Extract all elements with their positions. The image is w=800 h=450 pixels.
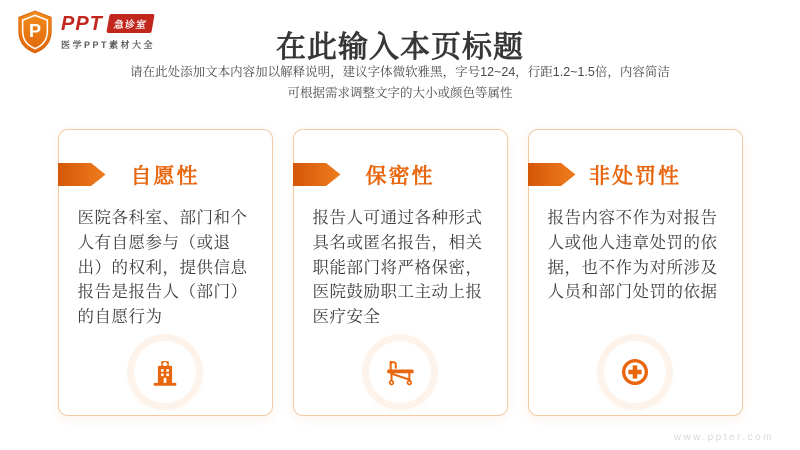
hospital-building-icon bbox=[134, 341, 196, 403]
watermark: www.ppter.com bbox=[673, 432, 774, 443]
card-body-text: 医院各科室、部门和个人有自愿参与（或退出）的权利，提供信息报告是报告人（部门）的自愿行为 bbox=[77, 209, 248, 326]
medical-cross-circle-icon bbox=[604, 341, 666, 403]
card-title: 自愿性 bbox=[130, 165, 200, 188]
page-subtitle-line2: 可根据需求调整文字的大小或颜色等属性 bbox=[287, 86, 513, 101]
hospital-bed-icon bbox=[369, 341, 431, 403]
card-nonpunitive bbox=[528, 129, 743, 416]
card-title: 非处罚性 bbox=[589, 165, 681, 188]
card-body-text: 报告内容不作为对报告人或他人违章处罚的依据，也不作为对所涉及人员和部门处罚的依据 bbox=[547, 209, 718, 302]
page-title: 在此输入本页标题 bbox=[276, 31, 524, 64]
card-body-text: 报告人可通过各种形式具名或匿名报告，相关职能部门将严格保密，医院鼓励职工主动上报医疗安全 bbox=[312, 209, 483, 326]
card-row bbox=[0, 129, 800, 416]
page-subtitle-line1: 请在此处添加文本内容加以解释说明，建议字体微软雅黑，字号12~24，行距1.2~1.5倍，内容简洁 bbox=[130, 65, 670, 79]
logo-tagline: 医学PPT素材大全 bbox=[61, 39, 156, 50]
card-voluntary bbox=[58, 129, 273, 416]
svg-text:P: P bbox=[28, 21, 42, 42]
page-subtitle bbox=[0, 62, 800, 105]
card-title: 保密性 bbox=[365, 165, 435, 188]
card-confidential bbox=[293, 129, 508, 416]
logo-badge: 急诊室 bbox=[106, 14, 154, 33]
logo-brand-text: PPT bbox=[61, 12, 103, 35]
